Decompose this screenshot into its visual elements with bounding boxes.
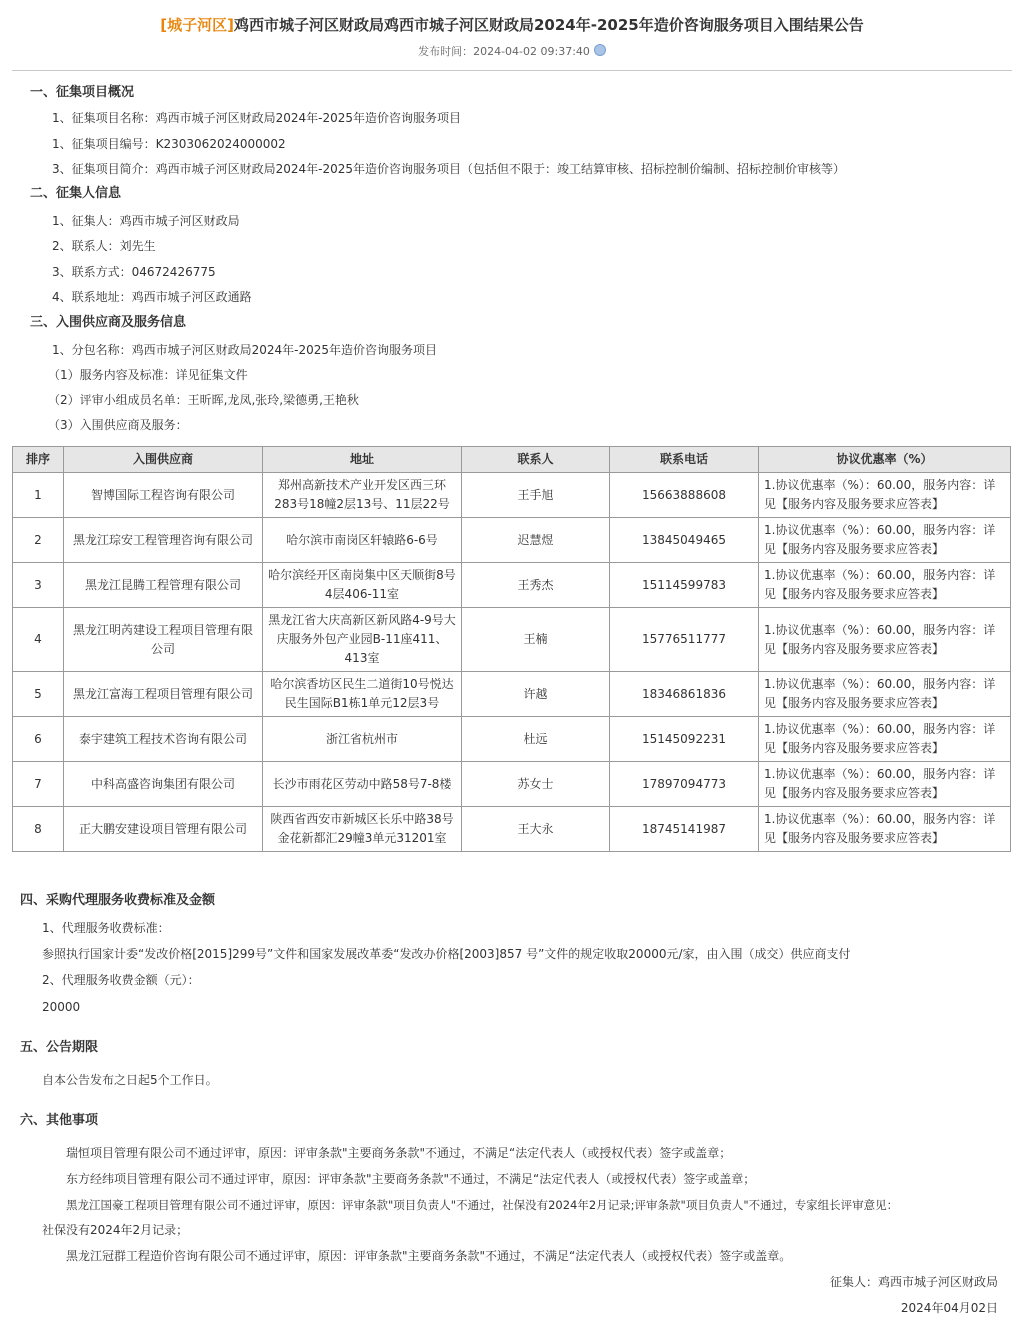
cell-vendor: 智博国际工程咨询有限公司 (64, 473, 263, 518)
section1-line: 3、征集项目简介：鸡西市城子河区财政局2024年-2025年造价咨询服务项目（包括但不限于：竣工结算审核、招标控制价编制、招标控制价审核等） (52, 162, 846, 176)
section5-line: 自本公告发布之日起5个工作日。 (42, 1073, 218, 1087)
cell-no: 2 (13, 518, 64, 563)
cell-rate: 1.协议优惠率（%）：60.00，服务内容：详见【服务内容及服务要求应答表】 (759, 608, 1011, 672)
section4-line: 2、代理服务收费金额（元）： (42, 973, 200, 987)
cell-no: 6 (13, 717, 64, 762)
title-text: 鸡西市城子河区财政局鸡西市城子河区财政局2024年-2025年造价咨询服务项目入围结果公告 (233, 16, 864, 34)
cell-contact: 苏女士 (462, 762, 610, 807)
table-row (13, 762, 1011, 807)
cell-contact: 王手旭 (462, 473, 610, 518)
cell-phone: 17897094773 (610, 762, 759, 807)
cell-address: 浙江省杭州市 (263, 717, 462, 762)
cell-rate: 1.协议优惠率（%）：60.00，服务内容：详见【服务内容及服务要求应答表】 (759, 762, 1011, 807)
cell-rate: 1.协议优惠率（%）：60.00，服务内容：详见【服务内容及服务要求应答表】 (759, 717, 1011, 762)
cell-contact: 迟慧煜 (462, 518, 610, 563)
cell-vendor: 黑龙江明芮建设工程项目管理有限公司 (64, 608, 263, 672)
cell-contact: 王秀杰 (462, 563, 610, 608)
section2-line: 1、征集人：鸡西市城子河区财政局 (52, 214, 240, 228)
cell-phone: 15776511777 (610, 608, 759, 672)
section4-heading: 四、采购代理服务收费标准及金额 (20, 893, 216, 908)
cell-address: 黑龙江省大庆高新区新风路4-9号大庆服务外包产业园B-11座411、413室 (263, 608, 462, 672)
section6-line: 黑龙江冠群工程造价咨询有限公司不通过评审，原因：评审条款"主要商务条款"不通过，不满足“法定代表人（或授权代表）签字或盖章。 (66, 1249, 792, 1263)
section2-heading: 二、征集人信息 (30, 186, 122, 201)
cell-no: 1 (13, 473, 64, 518)
cell-no: 8 (13, 807, 64, 852)
cell-address: 陕西省西安市新城区长乐中路38号金花新都汇29幢3单元31201室 (263, 807, 462, 852)
section4-line: 参照执行国家计委“发改价格[2015]299号”文件和国家发展改革委“发改办价格[2003]857 号”文件的规定收取20000元/家，由入围（成交）供应商支付 (42, 947, 851, 961)
cell-rate: 1.协议优惠率（%）：60.00，服务内容：详见【服务内容及服务要求应答表】 (759, 518, 1011, 563)
section3-line: （2）评审小组成员名单：王昕晖,龙凤,张玲,梁德勇,王艳秋 (48, 393, 359, 407)
cell-address: 哈尔滨市南岗区轩辕路6-6号 (263, 518, 462, 563)
section6-line: 瑞恒项目管理有限公司不通过评审，原因：评审条款"主要商务条款"不通过，不满足“法定代表人（或授权代表）签字或盖章； (66, 1146, 732, 1160)
table-header-cell: 入围供应商 (64, 447, 263, 473)
cell-phone: 18745141987 (610, 807, 759, 852)
cell-contact: 许越 (462, 672, 610, 717)
cell-address: 郑州高新技术产业开发区西三环283号18幢2层13号、11层22号 (263, 473, 462, 518)
table-row (13, 563, 1011, 608)
cell-phone: 15145092231 (610, 717, 759, 762)
cell-phone: 13845049465 (610, 518, 759, 563)
section3-heading: 三、入围供应商及服务信息 (30, 315, 187, 330)
section6-heading: 六、其他事项 (20, 1113, 99, 1128)
region-tag[interactable]: [城子河区] (160, 16, 234, 34)
section2-line: 4、联系地址：鸡西市城子河区政通路 (52, 290, 252, 304)
cell-vendor: 正大鹏安建设项目管理有限公司 (64, 807, 263, 852)
section3-line: （3）入围供应商及服务： (48, 418, 188, 432)
cell-address: 哈尔滨香坊区民生二道街10号悦达民生国际B1栋1单元12层3号 (263, 672, 462, 717)
table-row (13, 717, 1011, 762)
cell-vendor: 黑龙江昆腾工程管理有限公司 (64, 563, 263, 608)
section6-line: 黑龙江国豪工程项目管理有限公司不通过评审，原因：评审条款"项目负责人"不通过，社保没有2024年2月记录;评审条款"项目负责人"不通过，专家组长评审意见： (66, 1198, 899, 1212)
publish-label: 发布时间： (418, 45, 474, 58)
publish-time: 2024-04-02 09:37:40 (473, 45, 590, 58)
title-divider (12, 70, 1012, 71)
cell-no: 5 (13, 672, 64, 717)
cell-vendor: 中科高盛咨询集团有限公司 (64, 762, 263, 807)
table-row (13, 608, 1011, 672)
cell-address: 哈尔滨经开区南岗集中区天顺街8号4层406-11室 (263, 563, 462, 608)
signature-collector: 征集人：鸡西市城子河区财政局 (829, 1275, 998, 1289)
page-title (0, 14, 1024, 36)
table-header-cell: 联系电话 (610, 447, 759, 473)
section1-line: 1、征集项目编号：K2303062024000002 (52, 137, 286, 151)
cell-vendor: 黑龙江富海工程项目管理有限公司 (64, 672, 263, 717)
section1-heading: 一、征集项目概况 (30, 85, 135, 100)
cell-no: 3 (13, 563, 64, 608)
cell-vendor: 黑龙江琮安工程管理咨询有限公司 (64, 518, 263, 563)
table-row (13, 672, 1011, 717)
section6-line: 东方经纬项目管理有限公司不通过评审，原因：评审条款"主要商务条款"不通过，不满足“法定代表人（或授权代表）签字或盖章； (66, 1172, 756, 1186)
table-header-cell: 排序 (13, 447, 64, 473)
section5-heading: 五、公告期限 (20, 1040, 99, 1055)
cell-phone: 15663888608 (610, 473, 759, 518)
section4-line: 1、代理服务收费标准： (42, 921, 170, 935)
section2-line: 2、联系人：刘先生 (52, 239, 156, 253)
cell-no: 7 (13, 762, 64, 807)
table-row (13, 473, 1011, 518)
cell-no: 4 (13, 608, 64, 672)
cell-phone: 15114599783 (610, 563, 759, 608)
table-row (13, 807, 1011, 852)
section3-line: （1）服务内容及标准：详见征集文件 (48, 368, 248, 382)
signature-date: 2024年04月02日 (900, 1301, 998, 1315)
cell-phone: 18346861836 (610, 672, 759, 717)
section6-line: 社保没有2024年2月记录； (42, 1223, 189, 1237)
cell-rate: 1.协议优惠率（%）：60.00，服务内容：详见【服务内容及服务要求应答表】 (759, 807, 1011, 852)
cell-rate: 1.协议优惠率（%）：60.00，服务内容：详见【服务内容及服务要求应答表】 (759, 672, 1011, 717)
publish-info (0, 43, 1024, 59)
cell-rate: 1.协议优惠率（%）：60.00，服务内容：详见【服务内容及服务要求应答表】 (759, 563, 1011, 608)
table-header-cell: 联系人 (462, 447, 610, 473)
cell-rate: 1.协议优惠率（%）：60.00，服务内容：详见【服务内容及服务要求应答表】 (759, 473, 1011, 518)
table-row (13, 518, 1011, 563)
section1-line: 1、征集项目名称：鸡西市城子河区财政局2024年-2025年造价咨询服务项目 (52, 111, 462, 125)
vendor-table (12, 446, 1011, 852)
section4-line: 20000 (42, 1000, 81, 1014)
table-header-row (13, 447, 1011, 473)
table-header-cell: 协议优惠率（%） (759, 447, 1011, 473)
view-count-icon (594, 44, 606, 56)
section2-line: 3、联系方式：04672426775 (52, 265, 216, 279)
cell-address: 长沙市雨花区劳动中路58号7-8楼 (263, 762, 462, 807)
cell-contact: 杜远 (462, 717, 610, 762)
cell-vendor: 泰宇建筑工程技术咨询有限公司 (64, 717, 263, 762)
section3-line: 1、分包名称：鸡西市城子河区财政局2024年-2025年造价咨询服务项目 (52, 343, 438, 357)
cell-contact: 王大永 (462, 807, 610, 852)
table-header-cell: 地址 (263, 447, 462, 473)
cell-contact: 王楠 (462, 608, 610, 672)
